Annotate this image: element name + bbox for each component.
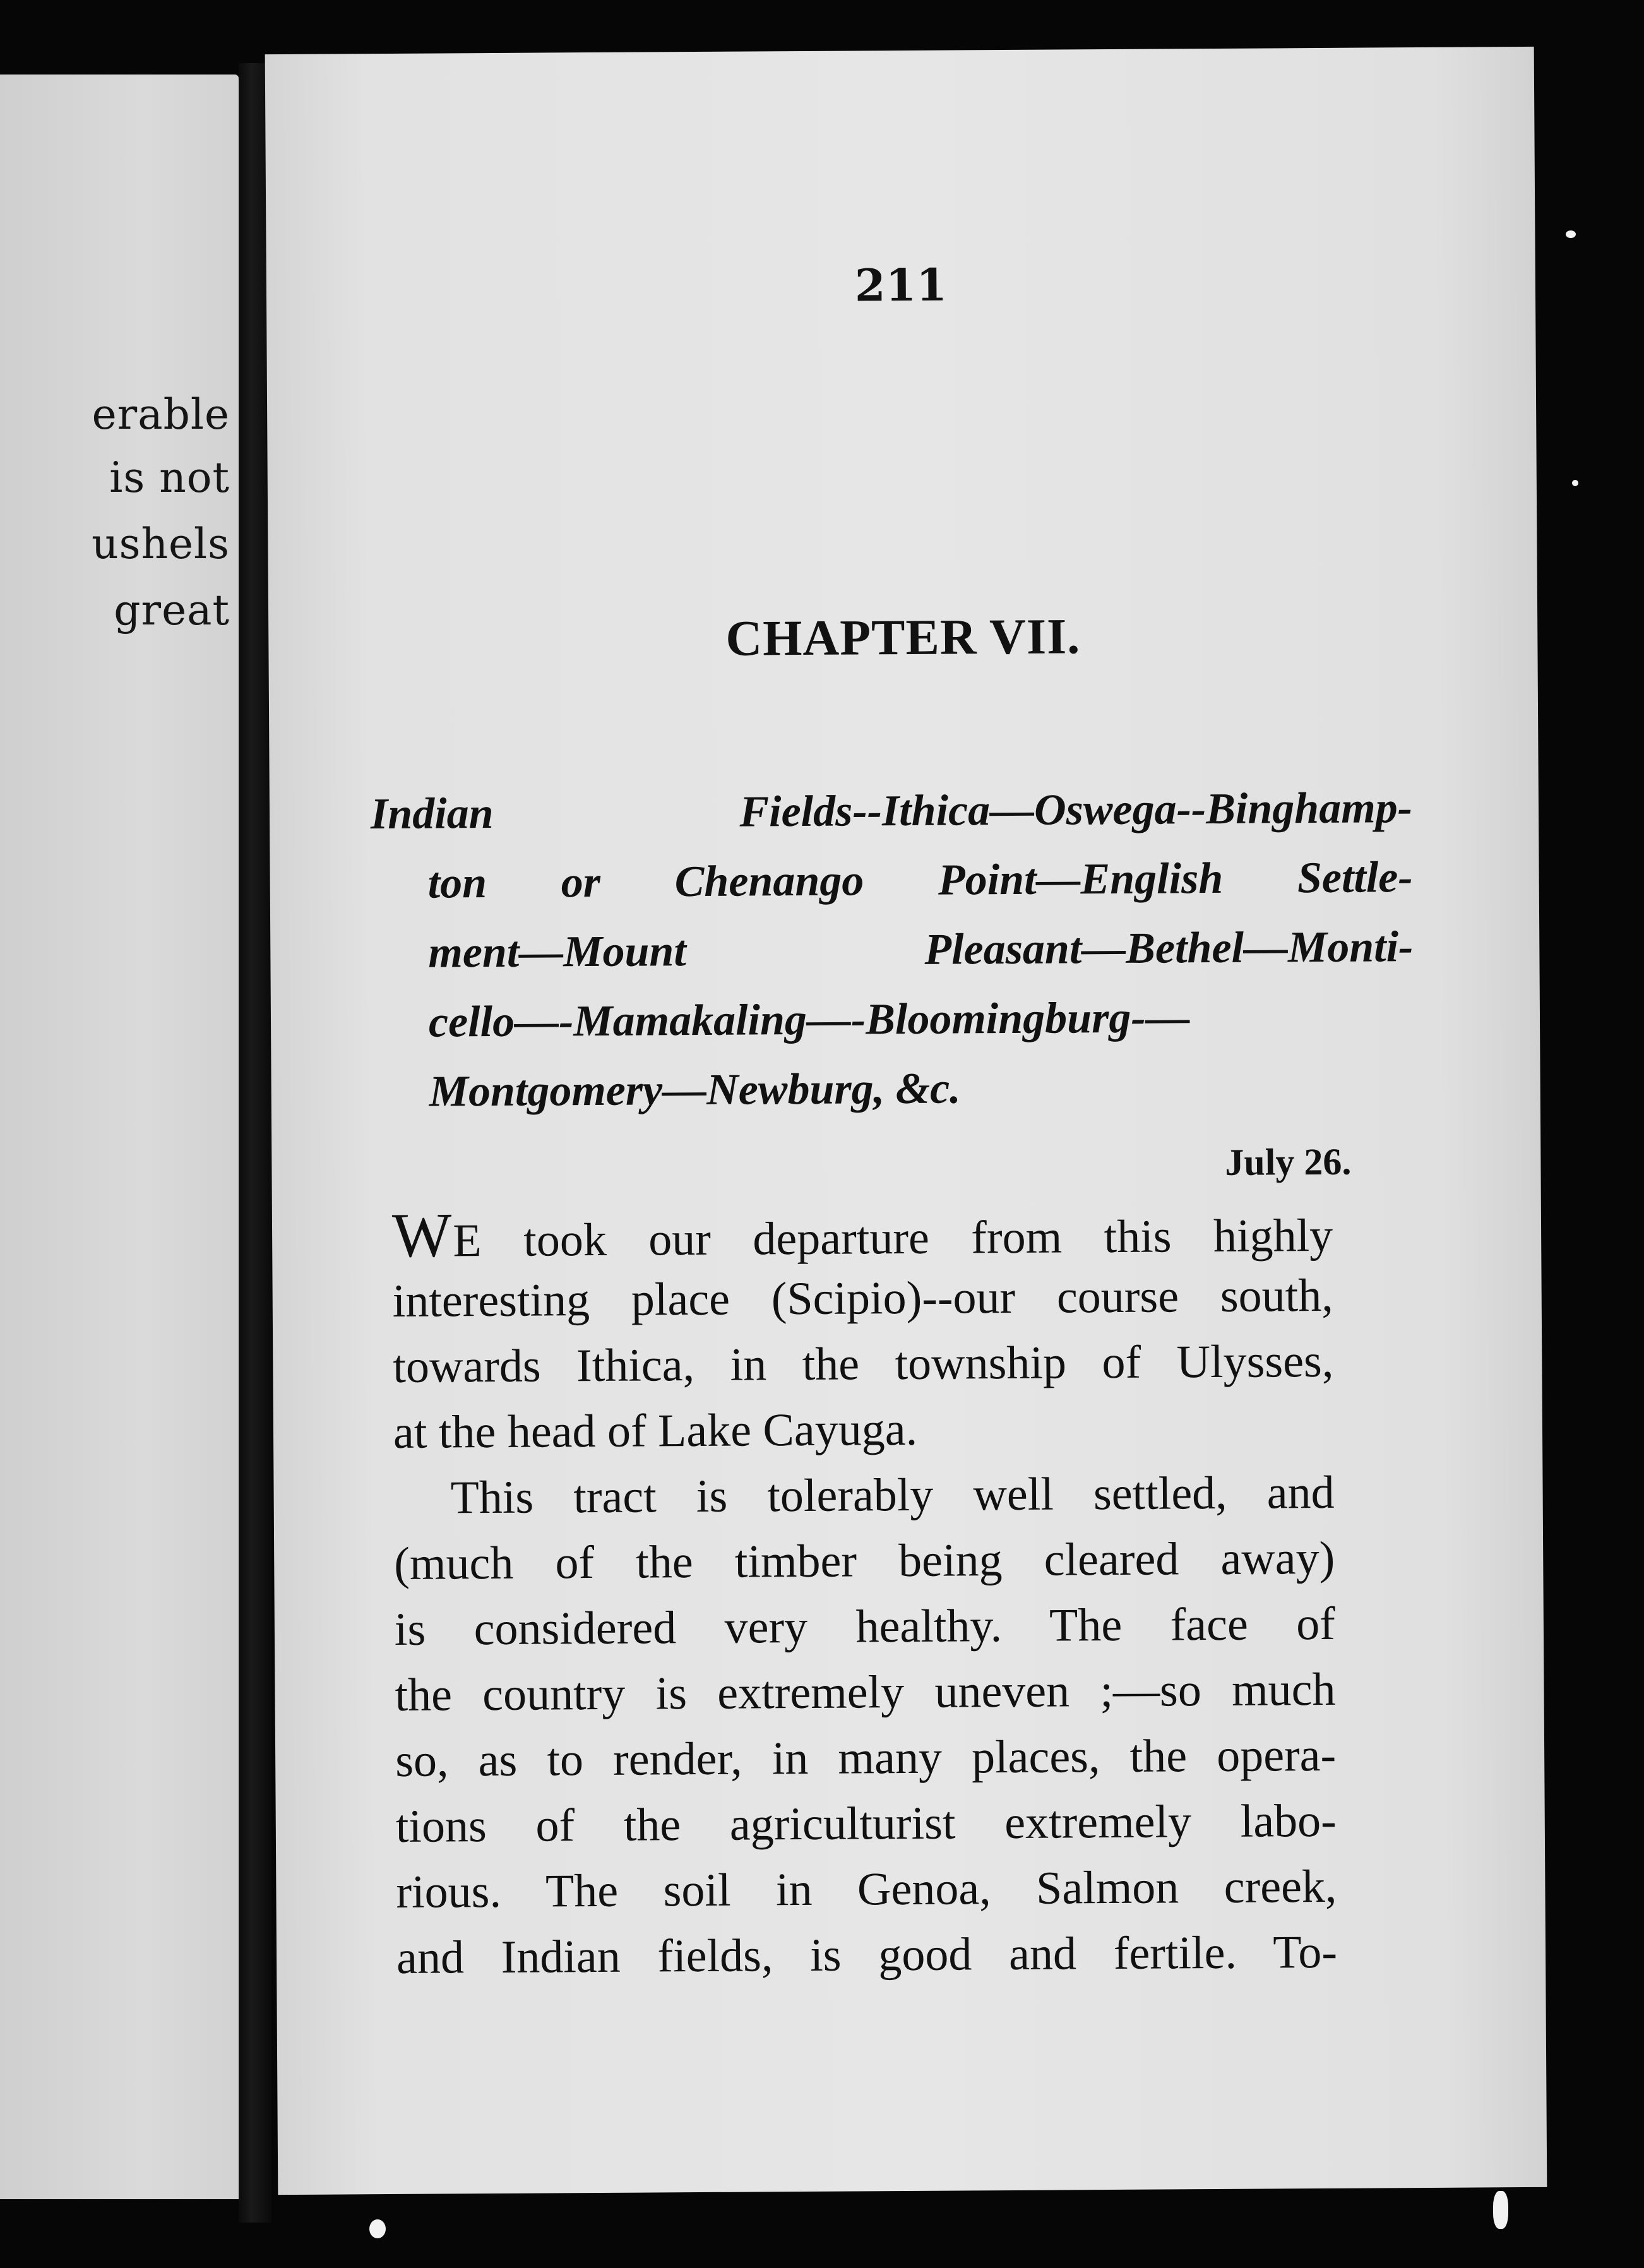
left-page-text-fragment: ushels: [92, 520, 230, 568]
synopsis-line: ment—Mount Pleasant—Bethel—Monti-: [428, 922, 1414, 977]
text-line: tions of the agriculturist extremely labo-: [395, 1794, 1337, 1853]
synopsis-line: cello—-Mamakaling—-Bloomingburg-—: [428, 993, 1190, 1047]
dust-speck: [1566, 230, 1576, 238]
text-line: is considered very healthy. The face of: [394, 1597, 1336, 1656]
dust-speck: [1493, 2191, 1508, 2229]
text-line: at the head of Lake Cayuga.: [393, 1403, 918, 1459]
dust-speck: [1572, 480, 1578, 486]
synopsis-line: Montgomery—Newburg, &c.: [429, 1064, 961, 1116]
synopsis-line: Indian Fields--Ithica—Oswega--Binghamp-: [370, 784, 1413, 839]
body-text: [392, 1197, 1338, 1991]
small-capital: E: [453, 1215, 482, 1267]
text-line: This tract is tolerably well settled, and: [450, 1466, 1335, 1524]
previous-page-fragment: [0, 75, 239, 2199]
chapter-title: CHAPTER VII.: [725, 609, 1081, 667]
text-run: took our departure from this highly: [523, 1209, 1333, 1267]
left-page-text-fragment: great: [114, 586, 230, 635]
text-line: (much of the timber being cleared away): [394, 1532, 1335, 1590]
book-page: [265, 47, 1547, 2195]
text-line: interesting place (Scipio)--our course south,: [392, 1269, 1333, 1327]
chapter-synopsis: [371, 773, 1414, 1127]
text-line: so, as to render, in many places, the opera-: [395, 1729, 1337, 1787]
entry-date: July 26.: [1225, 1140, 1352, 1183]
text-line: rious. The soil in Genoa, Salmon creek,: [396, 1860, 1337, 1918]
paragraph-first-line: [392, 1197, 1333, 1268]
left-page-text-fragment: erable: [92, 390, 230, 439]
drop-capital: W: [391, 1200, 453, 1270]
text-line: the country is extremely uneven ;—so much: [395, 1663, 1336, 1721]
text-line: and Indian fields, is good and fertile. To-: [396, 1926, 1338, 1984]
page-number: 211: [854, 258, 948, 312]
synopsis-line: ton or Chenango Point—English Settle-: [427, 853, 1413, 908]
left-page-text-fragment: is not: [109, 453, 230, 502]
dust-speck: [369, 2219, 386, 2238]
text-line: towards Ithica, in the township of Ulysses,: [393, 1335, 1334, 1393]
